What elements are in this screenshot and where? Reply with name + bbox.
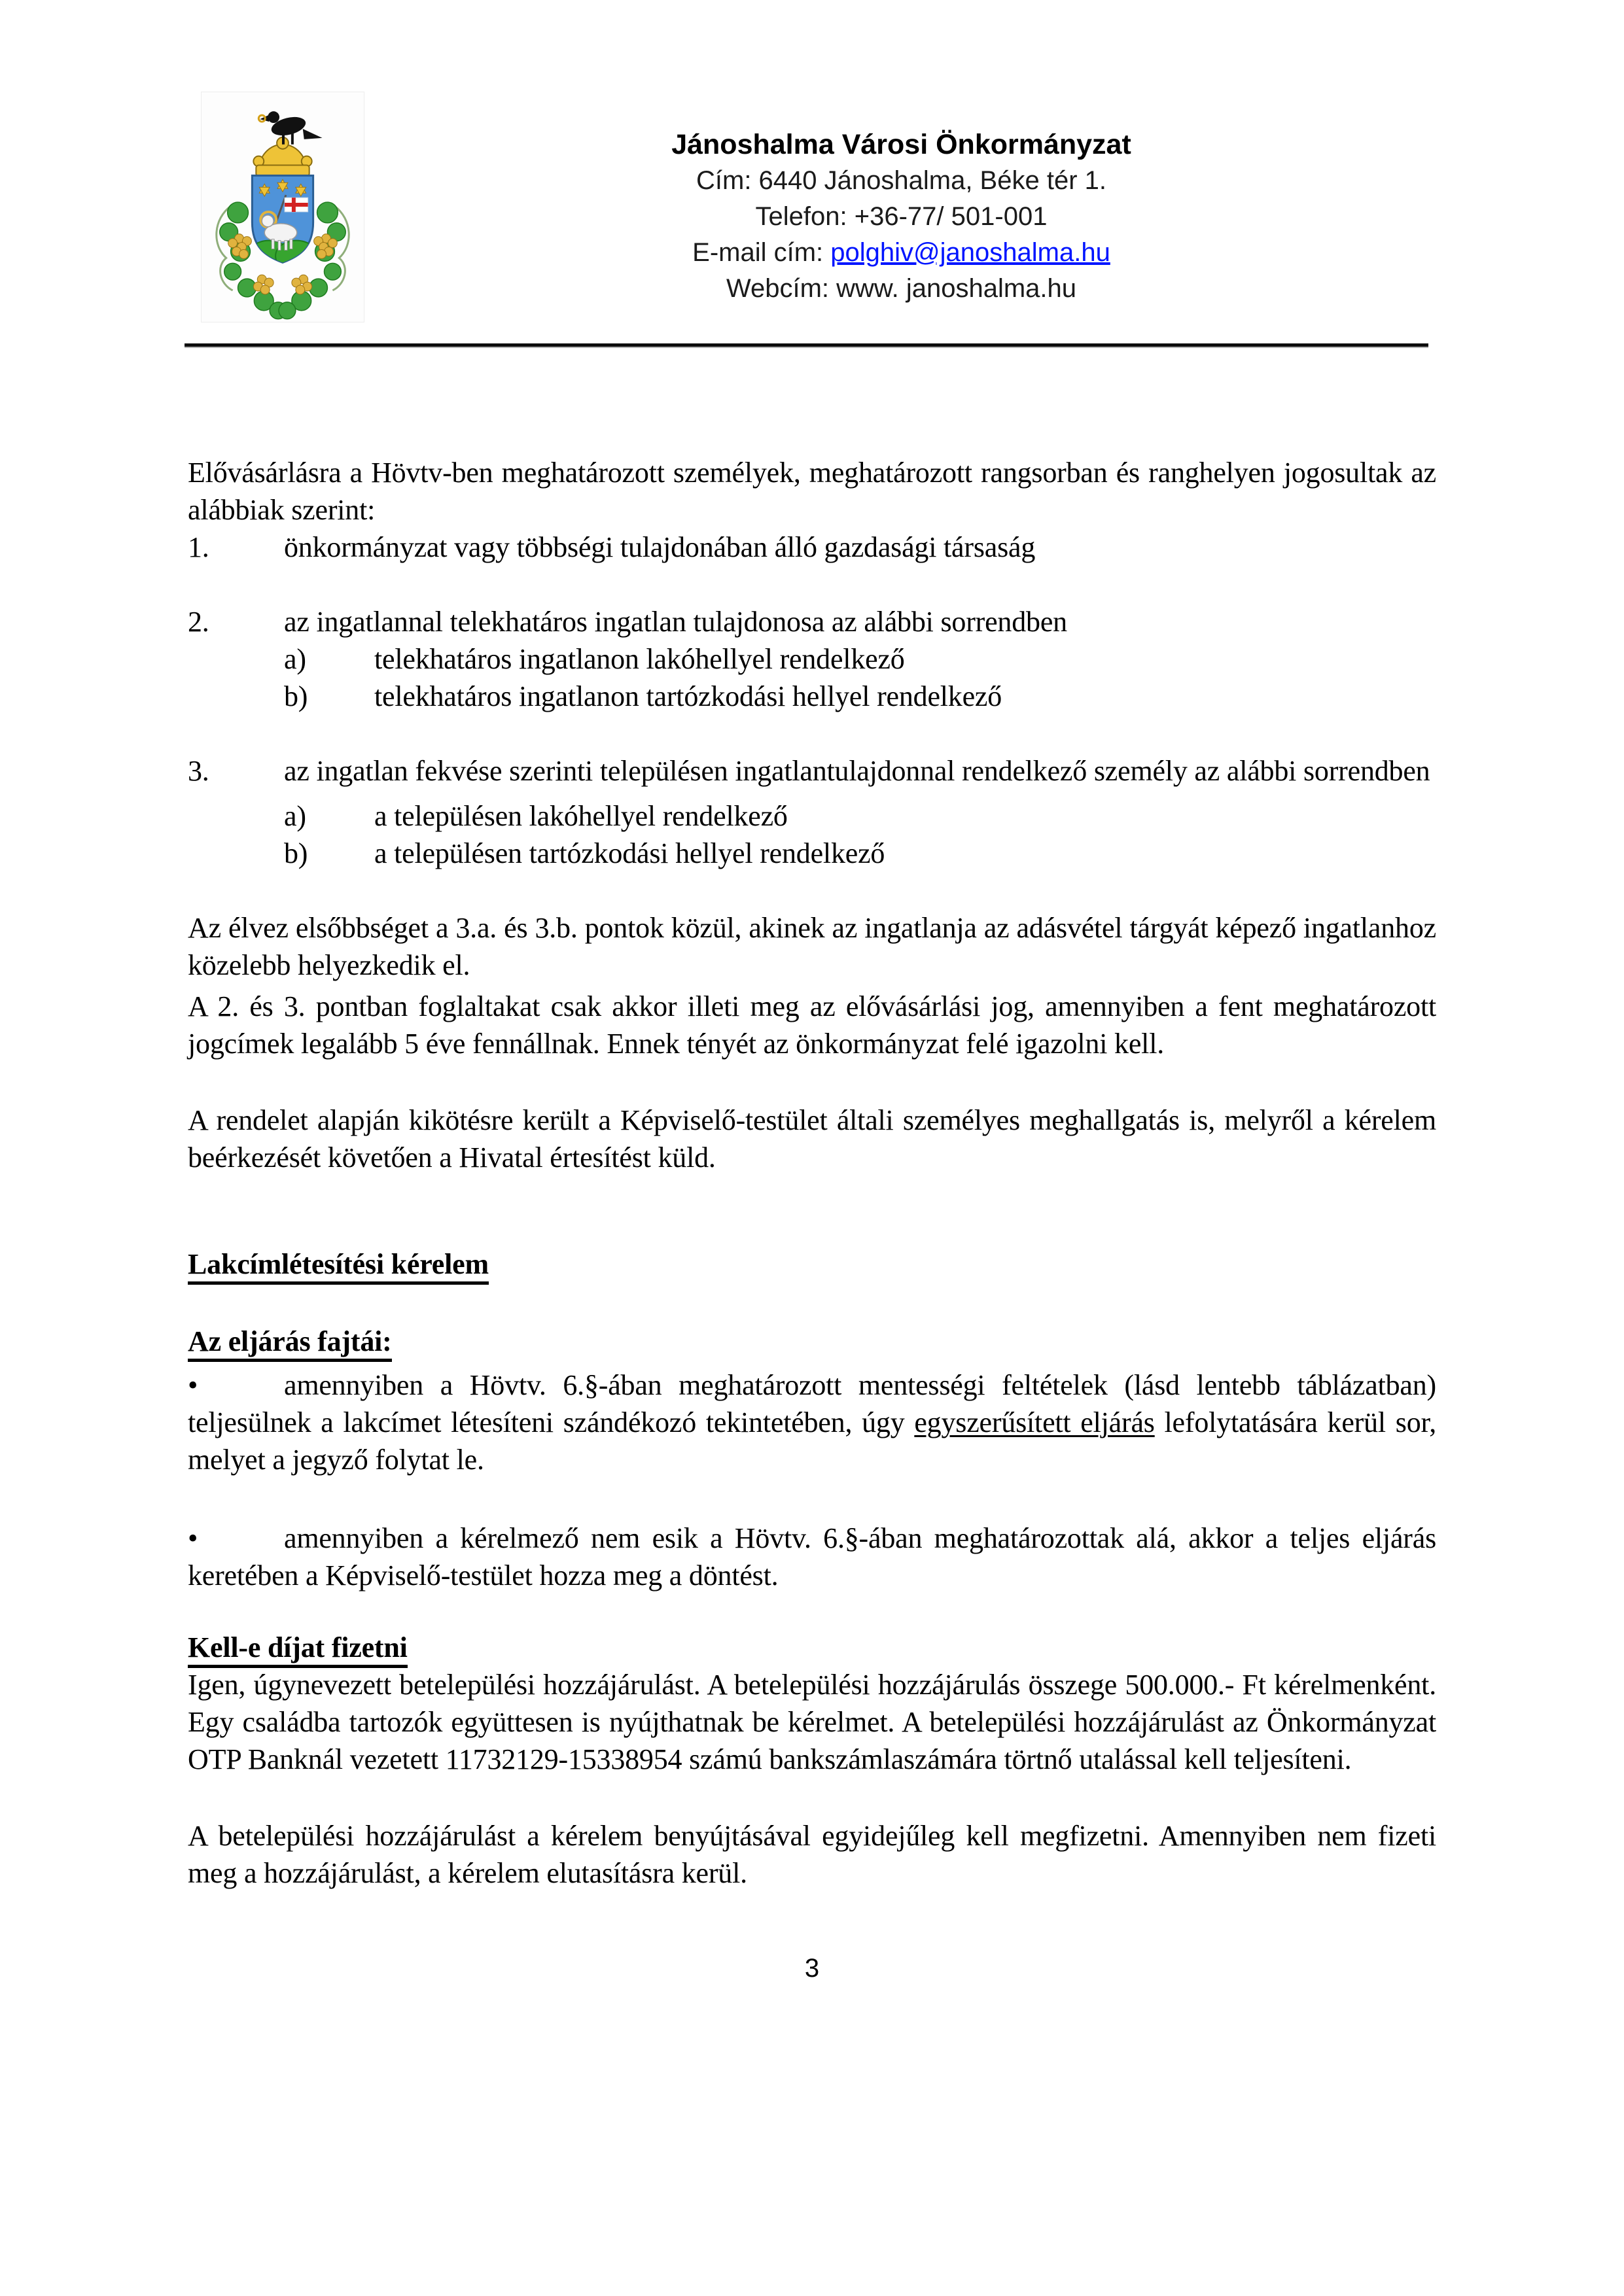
item-text: telekhatáros ingatlanon tartózkodási hellyel rendelkező [374,680,1002,712]
bullet-text-pre: amennyiben a Hövtv. 6.§-ában meghatározott mentességi feltételek (lásd lentebb táblázatban) teljesülnek a lakcímet létesíteni szándékozó tekintetében, úgy [188,1369,1436,1438]
org-address: Cím: 6440 Jánoshalma, Béke tér 1. [696,166,1106,195]
page-number: 3 [804,1954,820,1983]
intro-paragraph: Elővásárlásra a Hövtv-ben meghatározott személyek, meghatározott rangsorban és ranghelyen jogosultak az alábbiak szerint: [188,457,1436,526]
page-footer [0,1952,1624,1985]
numbered-item-1 [188,529,1436,566]
crow-icon [260,111,322,145]
numbered-item-2 [188,603,1436,640]
lettered-item-2a [284,640,1436,678]
org-phone: Telefon: +36-77/ 501-001 [755,202,1048,231]
item-text: a településen lakóhellyel rendelkező [374,800,788,832]
item-number: 3. [188,755,209,787]
item-letter: b) [284,680,308,712]
condition-paragraph: A 2. és 3. pontban foglaltakat csak akkor illeti meg az elővásárlási jog, amennyiben a fent meghatározott jogcímek legalább 5 éve fennállnak. Ennek tényét az önkormányzat felé igazolni kell. [188,990,1436,1060]
item-letter: a) [284,800,306,832]
email-label: E-mail cím: [692,238,831,267]
bullet-text-post: lefolytatására kerül sor, melyet a jegyző folytat le. [188,1406,1436,1476]
item-text: az ingatlannal telekhatáros ingatlan tulajdonosa az alábbi sorrendben [284,606,1067,638]
numbered-item-3 [188,752,1436,790]
bullet-text: amennyiben a kérelmező nem esik a Hövtv. 6.§-ában meghatározottak alá, akkor a teljes eljárás keretében a Képviselő-testület hozza meg a döntést. [188,1522,1436,1592]
bullet-text-underlined: egyszerűsített eljárás [914,1406,1155,1438]
header-divider [185,343,1428,348]
item-text: a településen tartózkodási hellyel rendelkező [374,837,885,869]
item-letter: a) [284,643,306,675]
lettered-item-3a [284,797,1436,835]
item-text: telekhatáros ingatlanon lakóhellyel rendelkező [374,643,905,675]
org-website: Webcím: www. janoshalma.hu [726,274,1077,303]
heading-residence-request: Lakcímlétesítési kérelem [188,1245,1436,1283]
item-number: 1. [188,531,209,563]
lettered-item-3b [284,835,1436,872]
item-text: önkormányzat vagy többségi tulajdonában álló gazdasági társaság [284,531,1036,563]
email-link[interactable]: polghiv@janoshalma.hu [830,238,1110,267]
item-number: 2. [188,606,209,638]
bullet-marker: • [188,1369,198,1401]
bullet-marker: • [188,1522,198,1554]
bullet-item-2 [188,1520,1436,1594]
org-email-line [366,235,1436,271]
item-text: az ingatlan fekvése szerinti településen ingatlantulajdonnal rendelkező személy az alábbi sorrendben [284,755,1430,787]
letterhead-contact-block [366,127,1436,307]
lettered-item-2b [284,678,1436,715]
coat-of-arms-graphic [202,92,364,322]
document-body [188,454,1436,1892]
fee-paragraph: Igen, úgynevezett betelepülési hozzájárulást. A betelepülési hozzájárulás összege 500.000.- Ft kérelmenként. Egy családba tartozók együttesen is nyújthatnak be kérelmet. A betelepülési hozzájárulást az Önkormányzat OTP Banknál vezetett 11732129-15338954 számú bankszámlaszámára törtnő utalással kell teljesíteni. [188,1669,1436,1775]
heading-fee: Kell-e díjat fizetni [188,1629,1436,1666]
coat-of-arms-logo [201,92,364,322]
payment-paragraph: A betelepülési hozzájárulást a kérelem benyújtásával egyidejűleg kell megfizetni. Amennyiben nem fizeti meg a hozzájárulást, a kérelem elutasításra kerül. [188,1820,1436,1889]
bullet-item-1 [188,1366,1436,1478]
hearing-paragraph: A rendelet alapján kikötésre került a Képviselő-testület általi személyes meghallgatás is, melyről a kérelem beérkezését követően a Hivatal értesítést küld. [188,1104,1436,1174]
heading-procedure-types: Az eljárás fajtái: [188,1323,1436,1360]
org-name: Jánoshalma Városi Önkormányzat [671,129,1131,160]
letterhead [0,0,1624,348]
item-letter: b) [284,837,308,869]
priority-paragraph: Az élvez elsőbbséget a 3.a. és 3.b. pontok közül, akinek az ingatlanja az adásvétel tárgyát képező ingatlanhoz közelebb helyezkedik el. [188,912,1436,981]
